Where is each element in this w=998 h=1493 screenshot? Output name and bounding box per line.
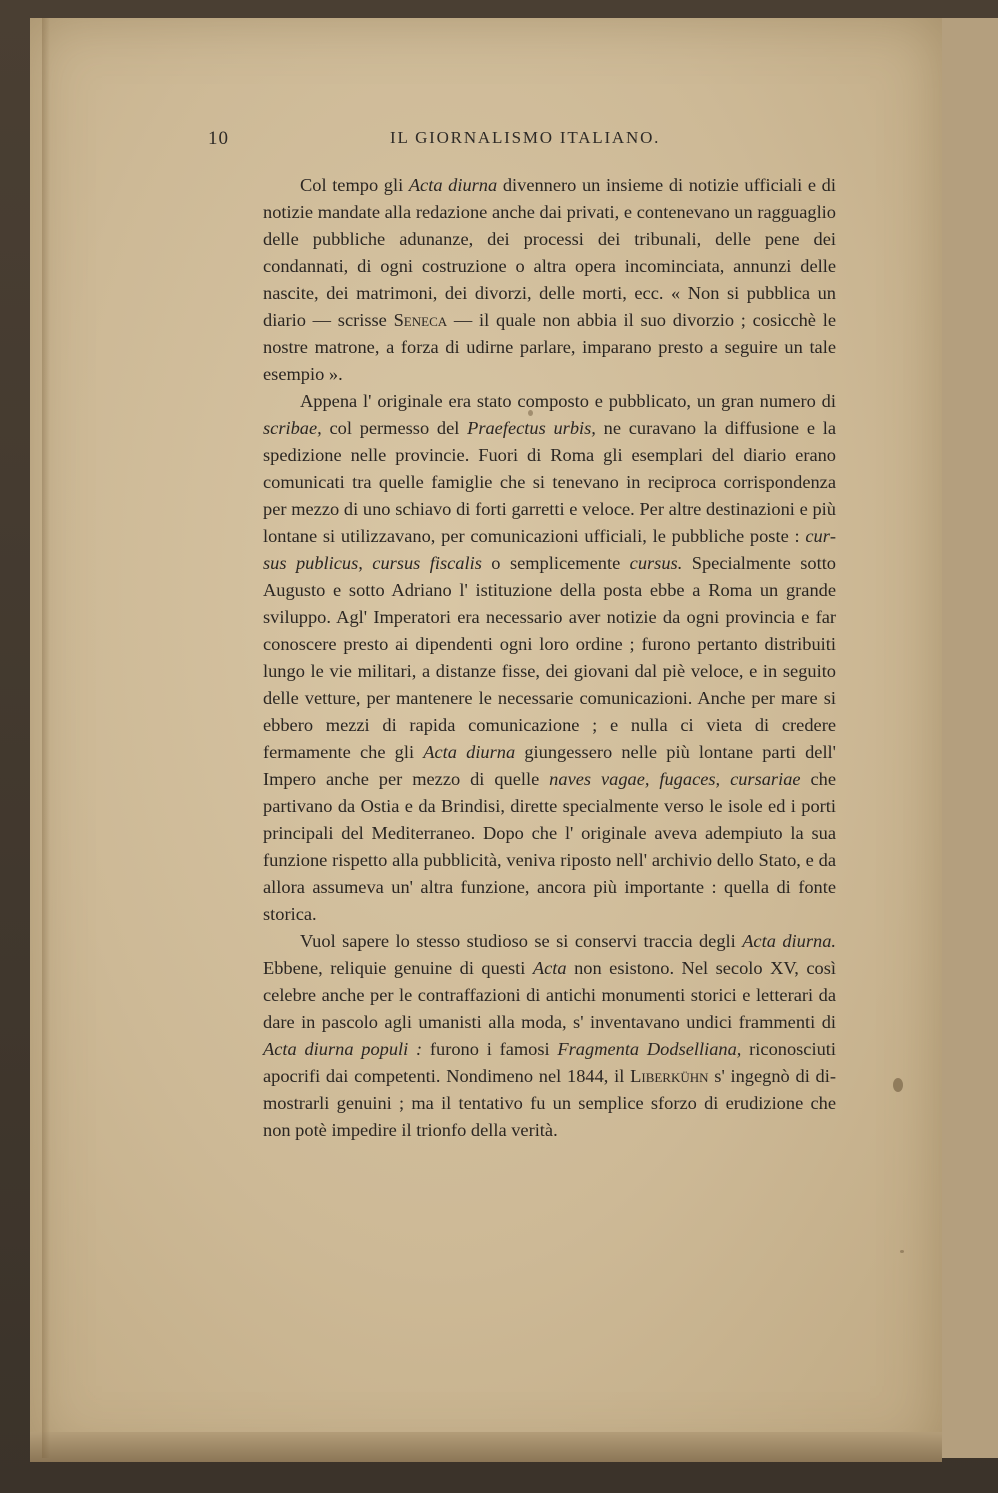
text-run: s' ingegnò di dimostrarli genuini ; ma il tentativo fu un semplice sforzo di erudizione che non potè impedire il trionfo della verità. <box>263 1066 836 1140</box>
text-run-italic: naves vagae, fugaces, cursariae <box>549 769 801 789</box>
text-run-italic: Acta diurna <box>408 175 498 195</box>
author-name: Seneca <box>393 310 448 330</box>
text-run-italic: cursus publicus, cursus fiscalis <box>263 526 836 573</box>
text-run-italic: Acta diurna. <box>742 931 836 951</box>
text-run: furono i famosi <box>422 1039 558 1059</box>
text-run: che partivano da Ostia e da Brindisi, dirette specialmente verso le isole ed i porti principali del Mediterraneo. Dopo che l' originale aveva adempiuto la sua funzione rispetto alla pubblicità, veniva riposto nell' archivio dello Stato, e da allora assumeva un' altra funzione, ancora più importante : quella di fonte storica. <box>263 769 836 924</box>
text-run: — il quale non abbia il suo divorzio ; cosicchè le nostre matrone, a forza di udirne parlare, imparano presto a seguire un tale esempio ». <box>263 310 836 384</box>
text-run: Col tempo gli <box>300 175 409 195</box>
paragraph-2 <box>263 388 836 928</box>
text-run-italic: Fragmenta Dodselliana, <box>557 1039 742 1059</box>
text-run-italic: cursus. <box>629 553 683 573</box>
text-run: ne curavano la diffusione e la spedizione nelle provincie. Fuori di Roma gli esemplari del diario erano comunicati tra quelle famiglie che si tenevano in reciproca corrispondenza per mezzo di uno schiavo di forti garretti e veloce. Per altre destinazioni e più lontane si utilizzavano, per comunicazioni ufficiali, le pubbliche poste : <box>263 418 836 546</box>
text-run: giungessero nelle più lontane parti dell' Impero anche per mezzo di quelle <box>263 742 836 789</box>
text-run: riconosciuti apocrifi dai competenti. Nondimeno nel 1844, il <box>263 1039 836 1086</box>
text-run-italic: scribae, <box>263 418 322 438</box>
text-run: Specialmente sotto Augusto e sotto Adriano l' istituzione della posta ebbe a Roma un grande sviluppo. Agl' Imperatori era necessario aver notizie da ogni provincia e far conoscere presto ai dipendenti ogni loro ordine ; furono pertanto distribuiti lungo le vie militari, a distanze fisse, dei giovani dal piè veloce, e in seguito delle vetture, per mantenere le necessarie comunicazioni. Anche per mare si ebbero mezzi di rapida comunicazione ; e nulla ci vieta di credere fermamente che gli <box>263 553 836 762</box>
running-title: IL GIORNALISMO ITALIANO. <box>390 128 661 147</box>
paragraph-3 <box>263 928 836 1144</box>
text-run-italic: Acta diurna <box>423 742 516 762</box>
page-number: 10 <box>208 128 229 149</box>
text-run: Vuol sapere lo stesso studioso se si conservi traccia degli <box>300 931 743 951</box>
text-run: divennero un insieme di notizie ufficiali e di notizie mandate alla redazione anche dai privati, e contenevano un ragguaglio delle pubbliche adunanze, dei processi dei tribunali, delle pene dei condannati, di ogni costruzione o altra opera incominciata, annunzi delle nascite, dei matrimoni, dei divorzi, delle morti, ecc. « Non si pubblica un diario — scrisse <box>263 175 836 330</box>
page-header <box>208 128 848 158</box>
body-text <box>263 172 836 1144</box>
text-run-italic: Praefectus urbis, <box>467 418 596 438</box>
text-run: non esistono. Nel secolo XV, così celebre anche per le contraffazioni di antichi monumenti storici e letterari da dare in pascolo agli umanisti alla moda, s' inventavano undici frammenti di <box>263 958 836 1032</box>
text-run: Appena l' originale era stato composto e pubblicato, un gran numero di <box>300 391 836 411</box>
paragraph-1 <box>263 172 836 388</box>
text-run: o semplicemente <box>481 553 630 573</box>
ink-speck <box>900 1250 904 1253</box>
text-run: col permesso del <box>321 418 468 438</box>
ink-speck <box>893 1078 903 1092</box>
text-run: Ebbene, reliquie genuine di questi <box>263 958 533 978</box>
author-name: Liberkühn <box>630 1066 709 1086</box>
page-bottom-edge <box>30 1432 942 1462</box>
text-run-italic: Acta diurna populi : <box>263 1039 423 1059</box>
text-run-italic: Acta <box>532 958 567 978</box>
page-fold-shadow <box>42 18 50 1458</box>
